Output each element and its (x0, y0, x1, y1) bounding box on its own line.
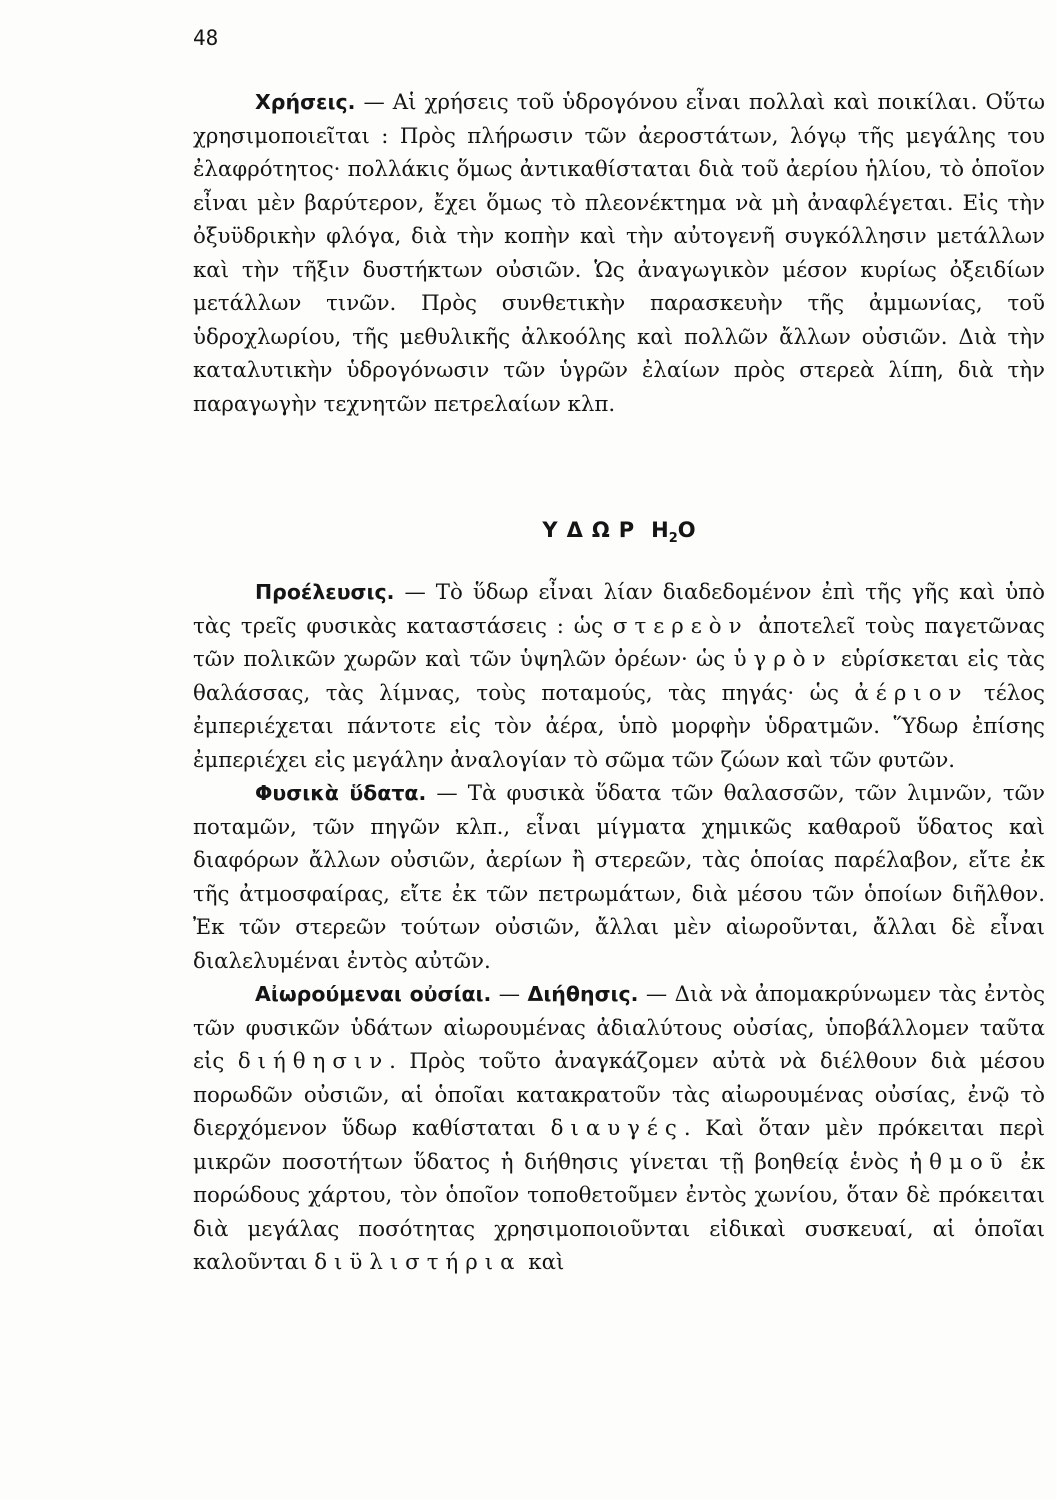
natural-waters-text: — Τὰ φυσικὰ ὕδατα τῶν θαλασσῶν, τῶν λιμνῶν, τῶν ποταμῶν, τῶν πηγῶν κλπ., εἶναι μίγματα χημικῶς καθαροῦ ὕδατος καὶ διαφόρων ἄλλων οὐσιῶν, ἀερίων ἢ στερεῶν, τὰς ὁποίας παρέλαβον, εἴτε ἐκ τῆς ἀτμοσφαίρας, εἴτε ἐκ τῶν πετρωμάτων, διὰ μέσου τῶν ὁποίων διῆλθον. Ἐκ τῶν στερεῶν τούτων οὐσιῶν, ἄλλαι μὲν αἰωροῦνται, ἄλλαι δὲ εἶναι διαλελυμέναι ἐντὸς αὐτῶν. (193, 781, 1045, 974)
origin-gas: ἀέριον (854, 680, 969, 706)
suspended-heading: Αἰωρούμεναι οὐσίαι. (255, 982, 492, 1006)
formula-subscript: 2 (668, 531, 678, 547)
page-number: 48 (193, 26, 219, 50)
origin-text-1: — Τὸ ὕδωρ εἶναι λίαν διαδεδομένον ἐπὶ τῆς γῆς καὶ ὑπὸ τὰς τρεῖς φυσικὰς καταστάσεις : ὡς (193, 580, 1045, 639)
formula-h: H (651, 518, 669, 542)
water-body (193, 576, 1045, 1280)
origin-heading: Προέλευσις. (255, 580, 395, 604)
suspended-text-4: ἐκ πορώδους χάρτου, τὸν ὁποῖον τοποθετοῦμεν ἐντὸς χωνίου, ὅταν δὲ πρόκειται διὰ μεγάλας ποσότητας χρησιμοποιοῦνται εἰδικαὶ συσκευαί, αἱ ὁποῖαι καλοῦνται (193, 1149, 1045, 1275)
water-formula (651, 518, 696, 547)
suspended-filter-paper: ἠθμοῦ (909, 1149, 1010, 1175)
water-title: ΥΔΩΡ (542, 518, 644, 542)
uses-heading: Χρήσεις. (255, 90, 356, 114)
origin-liquid: ὑγρὸν (733, 647, 833, 672)
suspended-dash: — (491, 982, 528, 1007)
origin-solid: στερεὸν (612, 613, 749, 639)
water-section-title (193, 518, 1045, 546)
natural-waters-heading: Φυσικὰ ὕδατα. (255, 781, 427, 805)
uses-paragraph (193, 86, 1045, 421)
formula-o: O (677, 518, 696, 542)
natural-waters-paragraph (193, 777, 1045, 978)
uses-text: — Αἱ χρήσεις τοῦ ὑδρογόνου εἶναι πολλαὶ καὶ ποικίλαι. Οὕτω χρησιμοποιεῖται : Πρὸς πλήρωσιν τῶν ἀεροστάτων, λόγῳ τῆς μεγάλης του ἐλαφρότητος· πολλάκις ὅμως ἀντικαθίσταται διὰ τοῦ ἀερίου ἡλίου, τὸ ὁποῖον εἶναι μὲν βαρύτερον, ἔχει ὅμως τὸ πλεονέκτημα νὰ μὴ ἀναφλέγεται. Εἰς τὴν ὀξυϋδρικὴν φλόγα, διὰ τὴν κοπὴν καὶ τὴν αὐτογενῆ συγκόλλησιν μετάλλων καὶ τὴν τῆξιν δυστήκτων οὐσιῶν. Ὡς ἀναγωγικὸν μέσον κυρίως ὀξειδίων μετάλλων τινῶν. Πρὸς συνθετικὴν παρασκευὴν τῆς ἀμμωνίας, τοῦ ὑδροχλωρίου, τῆς μεθυλικῆς ἀλκοόλης καὶ πολλῶν ἄλλων οὐσιῶν. Διὰ τὴν καταλυτικὴν ὑδρογόνωσιν τῶν ὑγρῶν ἐλαίων πρὸς στερεὰ λίπη, διὰ τὴν παραγωγὴν τεχνητῶν πετρελαίων κλπ. (193, 90, 1045, 417)
suspended-text-3: . Καὶ ὅταν μὲν πρόκειται περὶ μικρῶν ποσοτήτων ὕδατος ἡ διήθησις γίνεται τῇ βοηθείᾳ ἑνὸς (193, 1116, 1045, 1175)
suspended-text-2: . Πρὸς τοῦτο ἀναγκάζομεν αὐτὰ νὰ διέλθουν διὰ μέσου πορωδῶν οὐσιῶν, αἱ ὁποῖαι κατακρατοῦν τὰς αἰωρουμένας οὐσίας, ἐνῷ τὸ διερχόμενον ὕδωρ καθίσταται (193, 1049, 1045, 1141)
suspended-text-5: καὶ (521, 1250, 565, 1275)
origin-paragraph (193, 576, 1045, 777)
origin-text-2: ἀποτελεῖ τοὺς παγετῶνας τῶν πολικῶν χωρῶν καὶ τῶν ὑψηλῶν ὀρέων· ὡς (193, 613, 1045, 672)
suspended-filters: διϋλιστήρια (314, 1250, 522, 1275)
uses-section (193, 86, 1045, 421)
suspended-text-1: — Διὰ νὰ ἀπομακρύνωμεν τὰς ἐντὸς τῶν φυσικῶν ὑδάτων αἰωρουμένας ἀδιαλύτους οὐσίας, ὑποβάλλομεν ταῦτα εἰς (193, 982, 1046, 1074)
filtration-heading: Διήθησις. (527, 982, 639, 1006)
origin-text-3: εὑρίσκεται εἰς τὰς θαλάσσας, τὰς λίμνας, τοὺς ποταμούς, τὰς πηγάς· ὡς (193, 647, 1045, 706)
suspended-filtration: διήθησιν (237, 1049, 390, 1074)
origin-text-4: τέλος ἐμπεριέχεται πάντοτε εἰς τὸν ἀέρα, ὑπὸ μορφὴν ὑδρατμῶν. Ὕδωρ ἐπίσης ἐμπεριέχει εἰς μεγάλην ἀναλογίαν τὸ σῶμα τῶν ζώων καὶ τῶν φυτῶν. (193, 680, 1045, 773)
suspended-paragraph (193, 978, 1045, 1280)
suspended-clear: διαυγές (550, 1116, 684, 1141)
